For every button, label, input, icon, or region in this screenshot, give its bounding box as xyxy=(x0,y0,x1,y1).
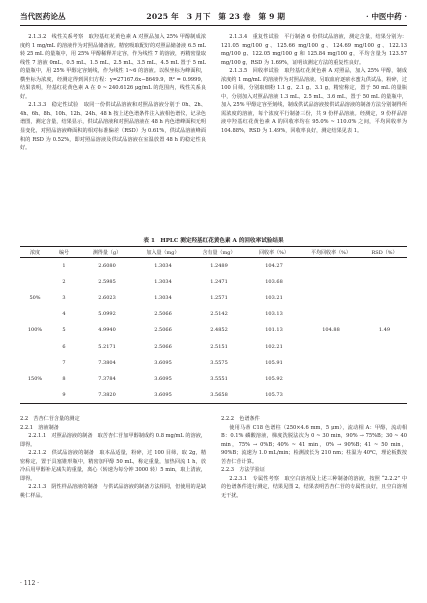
table-cell: 5 xyxy=(62,327,66,334)
table-cell xyxy=(300,338,362,354)
table-cell: 105.73 xyxy=(248,387,300,403)
table-cell: 4 xyxy=(62,311,66,318)
table-cell xyxy=(362,274,407,290)
heading-2-2-2: 2.2.2 色谱条件 xyxy=(221,416,260,422)
table-cell: 3.6095 xyxy=(154,375,172,382)
right-column-bottom xyxy=(221,415,407,500)
table-cell: 1.2471 xyxy=(210,278,228,285)
table-cell: 105.91 xyxy=(265,359,283,366)
table-cell: 100% xyxy=(27,327,43,334)
table-cell: 2.6080 xyxy=(98,262,116,269)
table-cell: 105.92 xyxy=(265,375,283,382)
table-body xyxy=(20,258,407,404)
paragraph-reference-solution: 2.2.1.1 对照品溶液的制备 取苦杏仁苷加甲醇制成约 0.8 mg/mL 的溶液，即得。 xyxy=(20,433,206,448)
table-cell: 7.3820 xyxy=(78,387,136,403)
table-cell xyxy=(20,274,50,290)
table-cell xyxy=(300,371,362,387)
journal-name: 当代医药论丛 xyxy=(20,11,66,21)
table-cell xyxy=(300,306,362,322)
table-cell: 1 xyxy=(62,262,66,269)
table-cell xyxy=(362,258,407,274)
table-cell: 103.21 xyxy=(265,294,283,301)
table-header-cell: 回收率（%） xyxy=(248,247,300,258)
table-cell xyxy=(300,274,362,290)
table-cell xyxy=(20,306,50,322)
table-cell: 4.9940 xyxy=(98,327,116,334)
table-cell: 3.6095 xyxy=(154,359,172,366)
table-cell: 2.5151 xyxy=(210,343,228,350)
page-number: · 112 · xyxy=(20,580,40,587)
table-cell: 7.3804 xyxy=(98,359,116,366)
heading-2-2: 2.2 苦杏仁苷含量的测定 xyxy=(20,416,80,422)
right-column-top xyxy=(221,33,407,136)
table-row xyxy=(20,371,407,387)
table-header-cell: 含有量（mg） xyxy=(190,247,248,258)
paragraph-linearity: 2.1.3.2 线性关系考察 取羟基红花黄色素 A 对照品加入 25% 甲醇制成浓度约 1 mg/mL 的溶液作为对照品储备液。精密吸取配好的对照品储备液 6.5 mL 转 25 mL 的量瓶中，用 25% 甲醇稀释并定容，作为线性 7 的溶液，再精密量取线性 7 溶液 0mL、0.5 mL、1.5 mL、2.5 mL、3.5 mL、4.5 mL 置于 5 mL 的量瓶中，用 25% 甲醇定容刻线，作为线性 1~6 的溶液。以纵坐标为峰面积，横坐标为浓度，经测定得到回归方程：y=27167.6x−8649.9，R² = 0.9999，结果表明，羟基红花黄色素 A 在 0 ~ 240.6126 μg/mL 的范围内，线性关系良好。 xyxy=(20,34,206,100)
table-cell: 3.5658 xyxy=(190,387,248,403)
paragraph-specificity: 2.2.3.1 专属性考察 取空白溶剂及上述三种制备的溶液，按照 “2.2.2” 中的色谱条件进行测定，结果见图 2。结果表明苦杏仁苷的专属性良好，且空白溶剂无干扰。 xyxy=(221,475,407,499)
table-header-cell: 加入量（mg） xyxy=(136,247,190,258)
table-row xyxy=(20,306,407,322)
table-cell xyxy=(362,306,407,322)
table-cell: 1.3034 xyxy=(154,262,172,269)
table-cell: 101.13 xyxy=(265,327,283,334)
paragraph-stability: 2.1.3.3 稳定性试验 取同一份供试品溶液和对照品溶液分别于 0h、2h、4h、6h、8h、10h、12h、24h、48 h 按上述色谱条件注入液相色谱仪，记录色谱图，测定含量，结果显示，供试品溶液和对照品溶液在 48 h 内色谱峰面积无明显变化，对照品溶液峰面积的相对标准偏差（RSD）为 0.61%，供试品溶液峰面积的 RSD 为 0.52%，即对照品溶液及供试品溶液在室温放置 48 h 的稳定性良好。 xyxy=(20,102,206,152)
table-cell: 104.88 xyxy=(322,327,340,334)
paragraph-recovery: 2.1.3.5 回收率试验 取羟基红花黄色素 A 对照品，加入 25% 甲醇，制成浓度约 1 mg/mL 的溶液作为对照品溶液。另取血府逐瘀水蜜丸供试品，粉碎，过 100 目筛，分别取细粉 1.1 g、2.1 g、3.1 g，精密称定，置于 50 mL 的量瓶中，分别加入对照品溶液 1.3 mL、2.5 mL、3.6 mL，置于 50 mL 的量瓶中，加入 25% 甲醇定容至刻线，制成供试品溶液按供试品溶液的制备方法分别制得所需浓度的溶液，每个浓度平行制备三份，共 9 份样品溶液。经测定，9 份样品溶液中羟基红花黄色素 A 的回收率均在 95.0% ~ 110.0% 之间，平均回收率为 104.88%，RSD 为 1.49%，回收率良好，测定结果见表 1。 xyxy=(221,68,407,135)
table-cell: 150% xyxy=(27,375,43,382)
table-cell xyxy=(362,387,407,403)
table-cell: 50% xyxy=(29,294,41,301)
table-cell: 3 xyxy=(62,294,66,301)
table-cell: 103.13 xyxy=(265,311,283,318)
table-cell: 2.5142 xyxy=(210,311,228,318)
table-cell xyxy=(300,258,362,274)
table-cell xyxy=(20,387,50,403)
table-cell: 3.5551 xyxy=(210,375,228,382)
issue-info: 2025 年 3 月下 第 23 卷 第 9 期 xyxy=(146,11,286,21)
table-cell xyxy=(362,290,407,306)
table-row xyxy=(20,322,407,338)
left-column-bottom xyxy=(20,415,206,500)
table-cell xyxy=(20,338,50,354)
table-title: 表 1 HPLC 测定羟基红花黄色素 A 的回收率试验结果 xyxy=(143,238,284,244)
table-cell: 1.2489 xyxy=(210,262,228,269)
table-row xyxy=(20,290,407,306)
table-cell xyxy=(362,338,407,354)
running-header xyxy=(20,9,407,23)
table-header-cell: 浓度 xyxy=(20,247,50,258)
table-cell: 5.2171 xyxy=(98,343,116,350)
header-rule xyxy=(20,25,407,26)
paragraph-repeatability: 2.1.3.4 重复性试验 平行制备 6 份供试品溶液，测定含量，结果分别为：121.05 mg/100 g、125.66 mg/100 g、124.69 mg/100 g、122.13 mg/100 g、122.05 mg/100 g 和 125.84 mg/100 g，平均含量为 123.57 mg/100 g，RSD 为 1.69%，证明该测定方法的重复性良好。 xyxy=(221,34,407,66)
table-cell: 102.21 xyxy=(265,343,283,350)
table-cell: 104.27 xyxy=(265,262,283,269)
paragraph-negative-solution: 2.2.1.3 阴性样品溶液的制备 与供试品溶液的制备方法相同，但使用的是缺桃仁样品。 xyxy=(20,484,206,499)
table-cell: 2.5066 xyxy=(154,343,172,350)
table-cell: 2.5066 xyxy=(154,311,172,318)
table-cell: 6 xyxy=(62,343,66,350)
table-row xyxy=(20,258,407,274)
table-cell: 1.3034 xyxy=(154,294,172,301)
table-cell xyxy=(362,371,407,387)
table-cell xyxy=(300,355,362,371)
table-cell: 1.2571 xyxy=(210,294,228,301)
table-cell: 2.5066 xyxy=(154,327,172,334)
table-row xyxy=(20,274,407,290)
table-cell: 8 xyxy=(62,375,66,382)
section-label: · 中医中药 · xyxy=(366,11,407,21)
table-cell xyxy=(300,290,362,306)
table-cell xyxy=(20,355,50,371)
table-cell: 2.4852 xyxy=(210,327,228,334)
table-cell: 3.6095 xyxy=(136,387,190,403)
table-row xyxy=(20,338,407,354)
left-column-top xyxy=(20,33,206,153)
table-cell: 2.6023 xyxy=(98,294,116,301)
table-header-cell: RSD（%） xyxy=(362,247,407,258)
table-cell: 1.49 xyxy=(378,327,391,334)
table-cell xyxy=(300,387,362,403)
table-cell xyxy=(20,258,50,274)
table-cell: 1.3034 xyxy=(154,278,172,285)
table-cell: 103.68 xyxy=(265,278,283,285)
recovery-table xyxy=(20,246,407,404)
table-cell: 7.3784 xyxy=(98,375,116,382)
table-row xyxy=(20,387,407,403)
table-row xyxy=(20,355,407,371)
table-cell: 5.0992 xyxy=(98,311,116,318)
table-cell: 9 xyxy=(50,387,78,403)
table-cell: 7 xyxy=(62,359,66,366)
table-header-row xyxy=(20,247,407,258)
table-header-cell: 编号 xyxy=(50,247,78,258)
paragraph-test-solution: 2.2.1.2 供试品溶液的制备 取本品适量，粉碎，过 100 目筛，取 2g，精密称定，置于具塞锥形瓶中，精密加甲醇 50 mL，称定重量，加热回流 1 h，放冷后用甲醇补足减失的重量，离心（转速为每分钟 3000 转）5 min，取上清液，即得。 xyxy=(20,450,206,482)
paragraph-chromatography: 使用马蒂 C18 色谱柱（250×4.6 mm，5 μm），流动相 A：甲醇，流动相 B：0.1% 磷酸溶液，梯度洗脱法次为 0 ~ 30 min，90% → 75%B；30 ~ 40 min，75% → 0%B；40% ~ 41 min，0% → 90%B；41 ~ 50 min，90%B；流速为 1.0 mL/min；检测波长为 210 nm；柱温为 40℃，理论板数按苦杏仁苷计算。 xyxy=(221,424,407,465)
table-cell: 3.5575 xyxy=(210,359,228,366)
heading-2-2-3: 2.2.3 方法学验证 xyxy=(221,467,265,474)
table-cell: 2.5985 xyxy=(98,278,116,285)
table-cell xyxy=(362,355,407,371)
table-header-cell: 测得量（g） xyxy=(78,247,136,258)
table-header-cell: 平均回收率（%） xyxy=(300,247,362,258)
table-cell: 2 xyxy=(62,278,66,285)
heading-2-2-1: 2.2.1 溶液制备 xyxy=(20,424,59,431)
